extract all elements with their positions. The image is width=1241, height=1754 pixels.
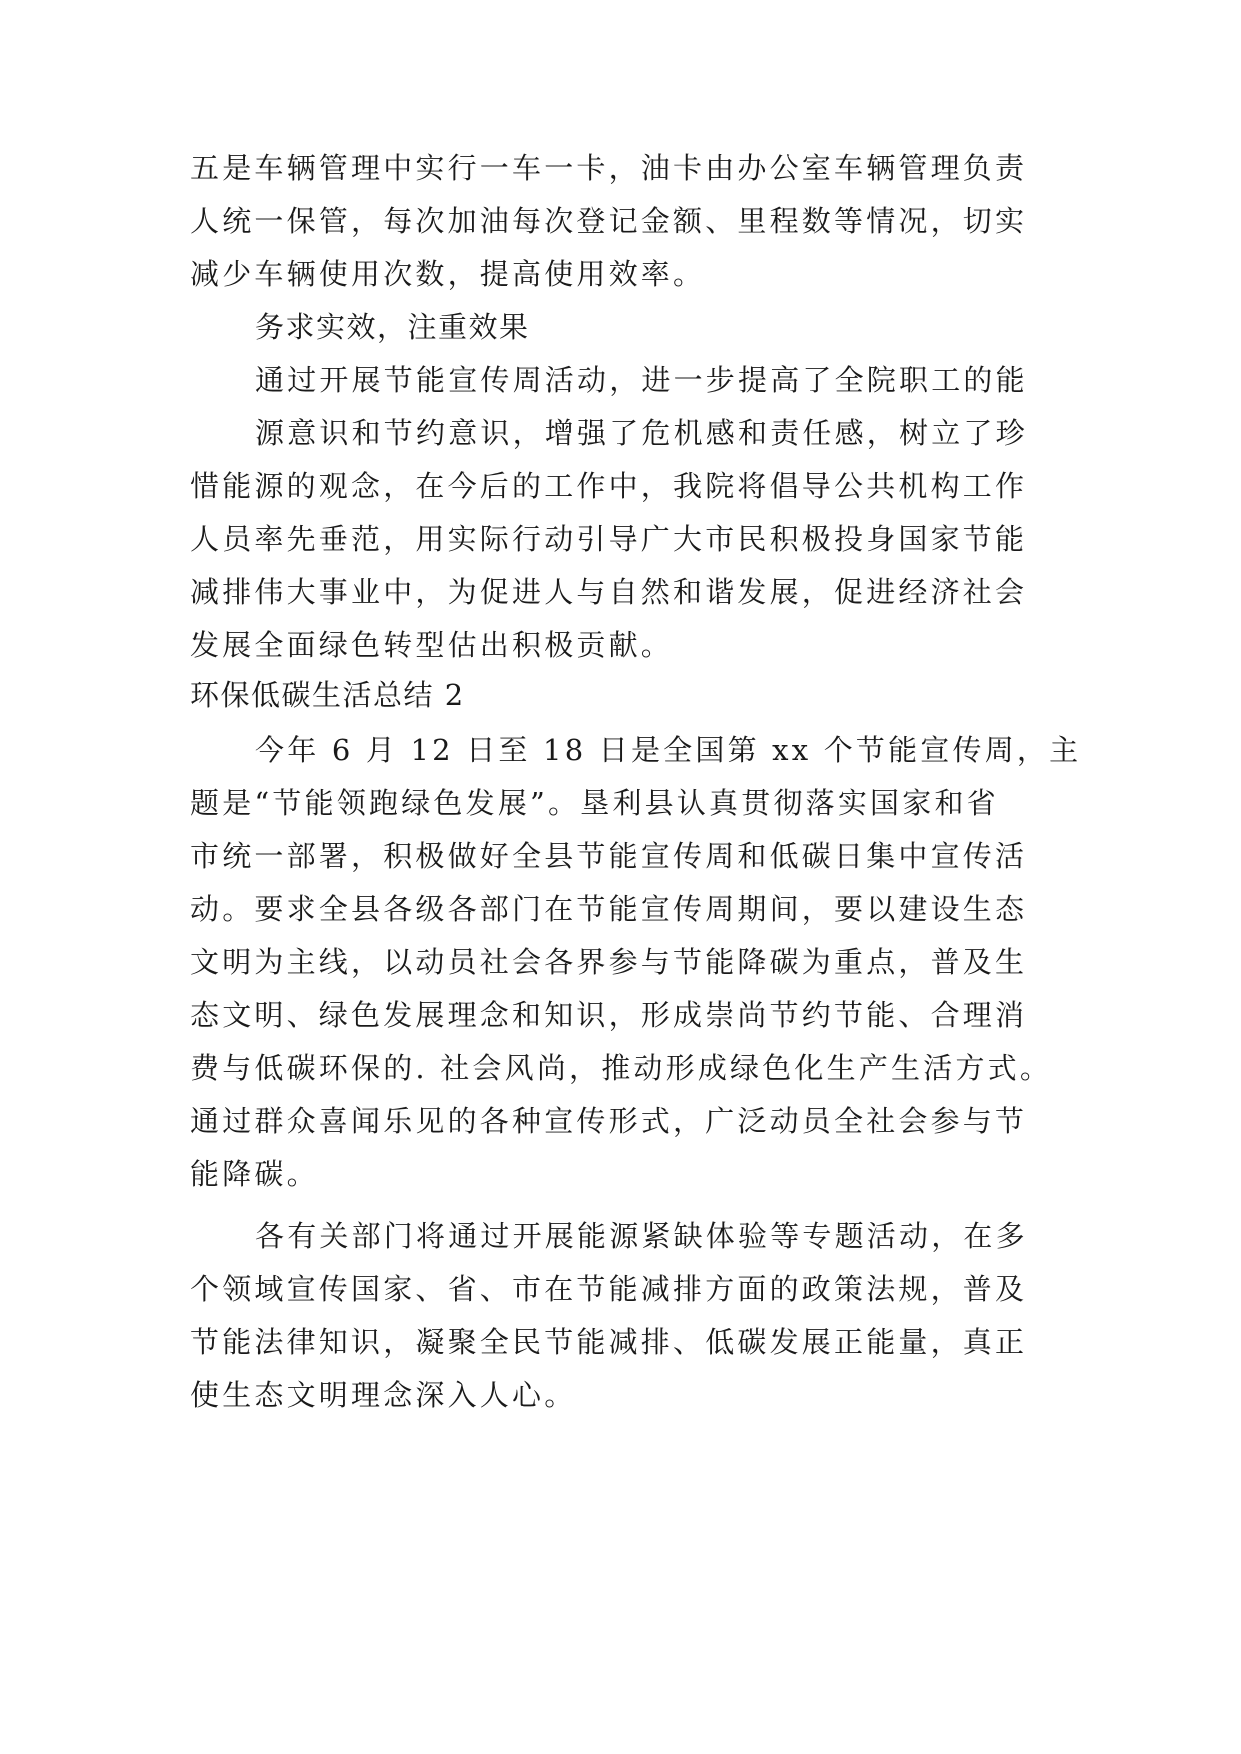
text-line: 市统一部署，积极做好全县节能宣传周和低碳日集中宣传活 [190,839,1028,873]
text-line: 使生态文明理念深入人心。 [190,1378,577,1412]
text-line: 通过群众喜闻乐见的各种宣传形式，广泛动员全社会参与节 [190,1104,1028,1138]
text-line: 节能法律知识，凝聚全民节能减排、低碳发展正能量，真正 [190,1325,1028,1359]
text-line: 源意识和节约意识，增强了危机感和责任感，树立了珍 [255,416,1028,450]
text-line: 五是车辆管理中实行一车一卡，油卡由办公室车辆管理负责 [190,151,1028,185]
text-line: 态文明、绿色发展理念和知识，形成崇尚节约节能、合理消 [190,998,1028,1032]
text-line: 费与低碳环保的. 社会风尚，推动形成绿色化生产生活方式。 [190,1051,1053,1085]
section-title: 环保低碳生活总结 2 [190,678,465,712]
text-line: 文明为主线，以动员社会各界参与节能降碳为重点，普及生 [190,945,1028,979]
text-line: 题是“节能领跑绿色发展”。垦利县认真贯彻落实国家和省 [190,786,999,820]
text-line: 个领域宣传国家、省、市在节能减排方面的政策法规，普及 [190,1272,1028,1306]
text-line: 人统一保管，每次加油每次登记金额、里程数等情况，切实 [190,204,1028,238]
paragraph-first-line: 通过开展节能宣传周活动，进一步提高了全院职工的能 [255,363,1028,397]
text-line: 惜能源的观念，在今后的工作中，我院将倡导公共机构工作 [190,469,1028,503]
paragraph-first-line: 各有关部门将通过开展能源紧缺体验等专题活动，在多 [255,1219,1028,1253]
section-heading: 务求实效，注重效果 [255,310,530,344]
paragraph-first-line: 今年 6 月 12 日至 18 日是全国第 xx 个节能宣传周，主 [255,733,1082,767]
text-line: 动。要求全县各级各部门在节能宣传周期间，要以建设生态 [190,892,1028,926]
text-line: 能降碳。 [190,1157,319,1191]
text-line: 发展全面绿色转型估出积极贡献。 [190,628,674,662]
text-line: 人员率先垂范，用实际行动引导广大市民积极投身国家节能 [190,522,1028,556]
text-line: 减少车辆使用次数，提高使用效率。 [190,257,706,291]
text-line: 减排伟大事业中，为促进人与自然和谐发展，促进经济社会 [190,575,1028,609]
